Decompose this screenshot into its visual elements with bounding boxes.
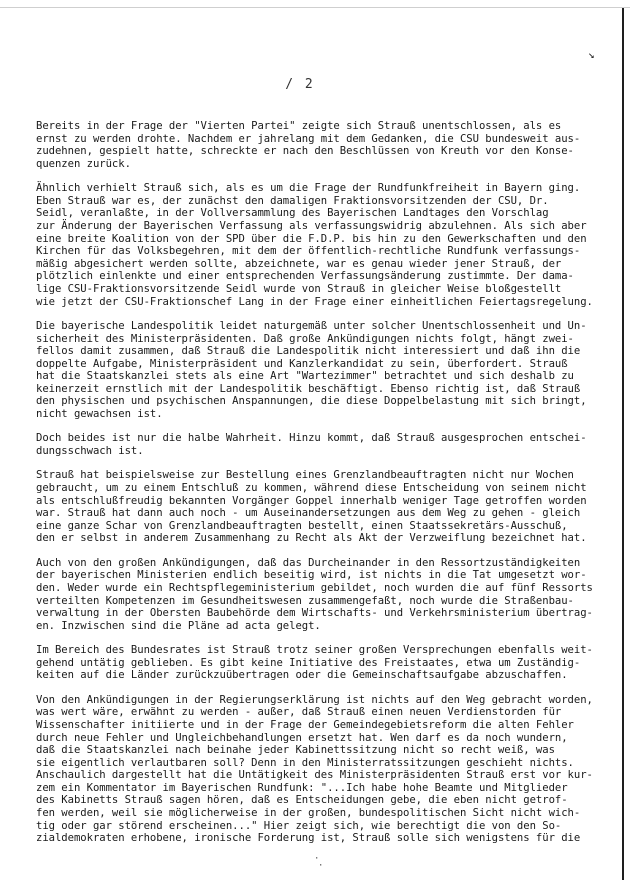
text-line: mäßig abgesichert werden sollte, abzeichnete, war es genau wieder jener Strauß, der xyxy=(36,257,562,270)
text-line: Strauß hat beispielsweise zur Bestellung eines Grenzlandbeauftragten nicht nur Wochen xyxy=(36,469,574,482)
text-line: lige CSU-Fraktionsvorsitzende Seidl wurde von Strauß in gleicher Weise bloßgestellt xyxy=(36,282,562,295)
text-line: als entschlußfreudig bekannten Vorgänger Goppel innerhalb weniger Tage getroffen worden xyxy=(36,494,587,507)
text-line: fen werden, weil sie möglicherweise in der großen, bundespolitischen Sicht nicht wich- xyxy=(36,807,581,820)
text-line: Anschaulich dargestellt hat die Untätigkeit des Ministerpräsidenten Strauß erst vor kur- xyxy=(36,769,593,782)
text-line: den er selbst in anderem Zusammenhang zu Recht als Akt der Verzweiflung bezeichnet hat. xyxy=(36,532,587,545)
text-line: quenzen zurück. xyxy=(36,157,131,170)
text-line: Doch beides ist nur die halbe Wahrheit. Hinzu kommt, daß Strauß ausgesprochen entschei- xyxy=(36,432,587,445)
text-line: Von den Ankündigungen in der Regierungserklärung ist nichts auf den Weg gebracht worden, xyxy=(36,693,593,706)
text-line: den physischen und psychischen Anspannungen, die diese Doppelbelastung mit sich bringt, xyxy=(36,395,587,408)
text-line: gebraucht, um zu einem Entschluß zu kommen, während diese Entscheidung von seinem nicht xyxy=(36,482,587,495)
text-line: plötzlich einlenkte und einer entsprechenden Verfassungsänderung zustimmte. Der dama- xyxy=(36,270,574,283)
text-line: der bayerischen Ministerien endlich beseitig wird, ist nichts in die Tat umgesetzt wor- xyxy=(36,569,587,582)
text-line: gehend untätig geblieben. Es gibt keine Initiative des Freistaates, etwa um Zuständig- xyxy=(36,656,581,669)
text-line: Bereits in der Frage der "Vierten Partei" zeigte sich Strauß unentschlossen, als es xyxy=(36,120,562,132)
text-line: nicht gewachsen ist. xyxy=(36,408,163,421)
text-line: zur Änderung der Bayerischen Verfassung als verfassungswidrig abzulehnen. Als sich aber xyxy=(36,219,587,232)
page-number: / 2 xyxy=(285,77,315,92)
page-top-edge xyxy=(0,7,630,8)
text-line: was wert wäre, erwähnt zu werden - außer, daß Strauß einen neuen Verdienstorden für xyxy=(36,706,562,719)
text-line: Ähnlich verhielt Strauß sich, als es um die Frage der Rundfunkfreiheit in Bayern ging. xyxy=(36,182,581,195)
text-line: fellos damit zusammen, daß Strauß die Landespolitik nicht interessiert und daß ihn die xyxy=(36,345,581,358)
text-line: Wissenschafter initiierte und in der Frage der Gemeindegebietsreform die alten Fehler xyxy=(36,718,574,731)
text-line: sie eigentlich verlautbaren soll? Denn in den Ministerratssitzungen geschieht nichts. xyxy=(36,756,574,769)
document-body xyxy=(36,120,604,857)
text-line: zudehnen, gespielt hatte, schreckte er nach den Beschlüssen von Kreuth vor den Konse- xyxy=(36,145,574,158)
text-line: Auch von den großen Ankündigungen, daß das Durcheinander in den Ressortzuständigkeiten xyxy=(36,556,581,569)
text-line: Seidl, veranlaßte, in der Vollversammlung des Bayerischen Landtages den Vorschlag xyxy=(36,207,549,220)
paragraph xyxy=(36,644,604,682)
paragraph xyxy=(36,557,604,633)
text-line: des Kabinetts Strauß sagen hören, daß es Entscheidungen gebe, die eben nicht getrof- xyxy=(36,794,568,807)
text-line: war. Strauß hat dann auch noch - um Auseinandersetzungen aus dem Weg zu gehen - gleich xyxy=(36,507,581,520)
text-line: keinerzeit ernstlich mit der Landespolitik beschäftigt. Ebenso richtig ist, daß Strauß xyxy=(36,382,581,395)
text-line: wie jetzt der CSU-Fraktionschef Lang in der Frage einer einheitlichen Feiertagsregelung. xyxy=(36,295,593,308)
text-line: keiten auf die Länder zurückzuübertragen oder die Gemeinschaftsaufgabe abzuschaffen. xyxy=(36,669,568,682)
paragraph xyxy=(36,694,604,845)
text-line: eine breite Koalition von der SPD über die F.D.P. bis hin zu den Gewerkschaften und den xyxy=(36,232,587,245)
text-line: daß die Staatskanzlei nach beinahe jeder Kabinettssitzung nicht so recht weiß, was xyxy=(36,744,555,757)
text-line: dungsschwach ist. xyxy=(36,445,144,458)
text-line: sicherheit des Ministerpräsidenten. Daß große Ankündigungen nichts folgt, hängt zwei- xyxy=(36,332,574,345)
text-line: ernst zu werden drohte. Nachdem er jahrelang mit dem Gedanken, die CSU bundesweit aus- xyxy=(36,132,581,145)
scan-speck: · xyxy=(314,854,320,864)
text-line: doppelte Aufgabe, Ministerpräsident und Kanzlerkandidat zu sein, überfordert. Strauß xyxy=(36,357,568,370)
paragraph xyxy=(36,432,604,457)
text-line: verteilten Kompetenzen im Gesundheitswesen zusammengefaßt, noch wurde die Straßenbau- xyxy=(36,594,574,607)
page-right-edge xyxy=(622,8,624,880)
text-line: hat die Staatskanzlei stets als eine Art "Wartezimmer" betrachtet und sich deshalb zu xyxy=(36,370,574,383)
paragraph xyxy=(36,182,604,308)
paragraph xyxy=(36,469,604,545)
text-line: verwaltung in der Obersten Baubehörde dem Wirtschafts- und Verkehrsministerium übertrag- xyxy=(36,607,593,620)
text-line: Eben Strauß war es, der zunächst den damaligen Fraktionsvorsitzenden der CSU, Dr. xyxy=(36,194,549,207)
corner-mark: ↘ xyxy=(588,48,595,61)
text-line: zialdemokraten erhobene, ironische Forderung ist, Strauß solle sich wenigstens für die xyxy=(36,832,581,845)
paragraph xyxy=(36,120,604,170)
text-line: zem ein Kommentator im Bayerischen Rundfunk: "...Ich habe hohe Beamte und Mitglieder xyxy=(36,781,568,794)
text-line: eine ganze Schar von Grenzlandbeauftragten bestellt, einen Staatssekretärs-Ausschuß, xyxy=(36,519,568,532)
text-line: tig oder gar störend erscheinen..." Hier zeigt sich, wie berechtigt die von den So- xyxy=(36,819,562,832)
paragraph xyxy=(36,320,604,421)
text-line: Im Bereich des Bundesrates ist Strauß trotz seiner großen Versprechungen ebenfalls weit- xyxy=(36,644,593,657)
text-line: Kirchen für das Volksbegehren, mit dem der öffentlich-rechtliche Rundfunk verfassungs- xyxy=(36,245,581,258)
scan-speck: · xyxy=(318,861,324,871)
text-line: Die bayerische Landespolitik leidet naturgemäß unter solcher Unentschlossenheit und Un- xyxy=(36,319,587,332)
text-line: en. Inzwischen sind die Pläne ad acta gelegt. xyxy=(36,619,321,632)
text-line: durch neue Fehler und Ungleichbehandlungen ersetzt hat. Wen darf es da noch wundern, xyxy=(36,731,568,744)
text-line: den. Weder wurde ein Rechtspflegeministerium gebildet, noch wurden die auf fünf Ressorts xyxy=(36,581,593,594)
